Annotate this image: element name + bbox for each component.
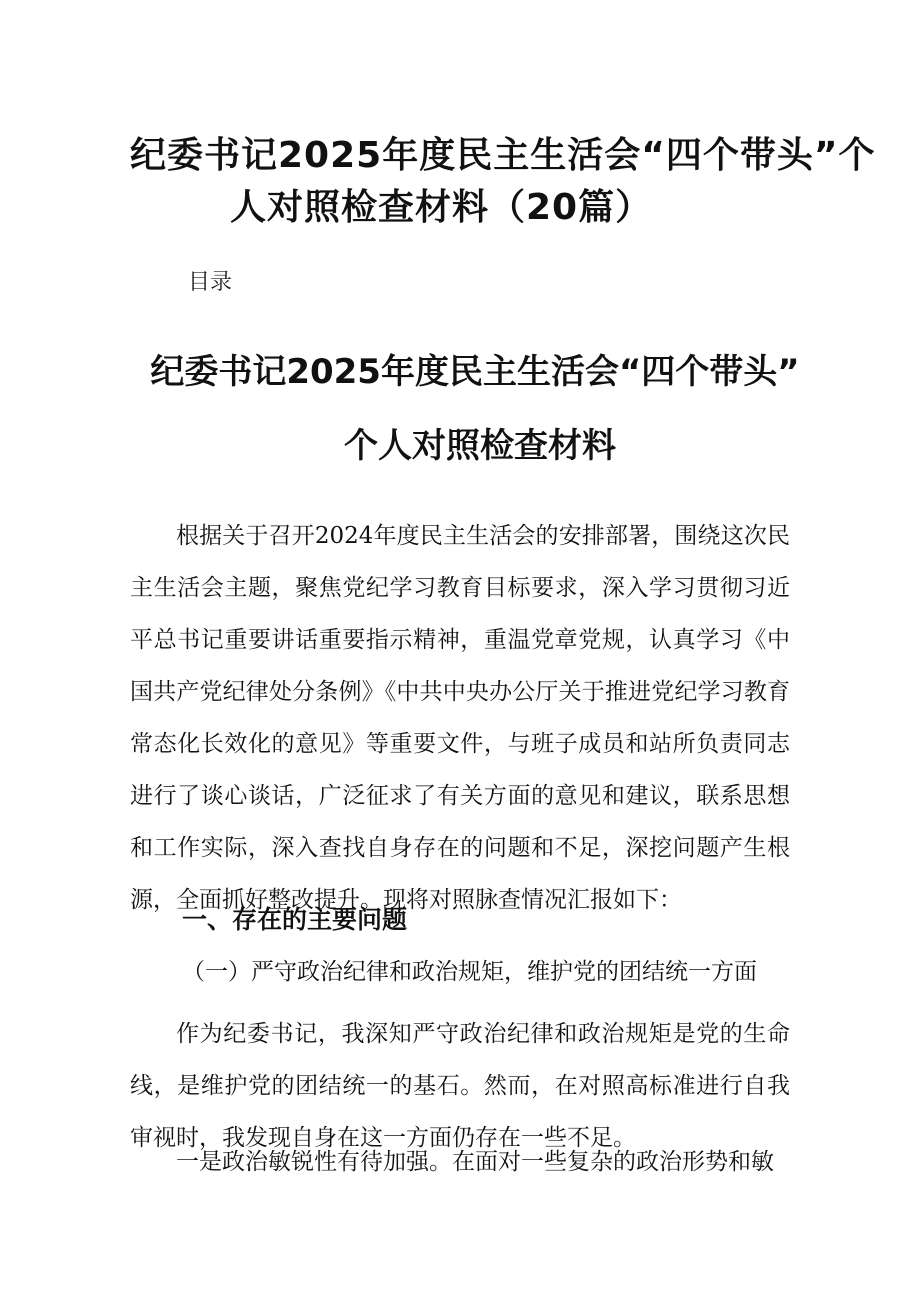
section-title-line2: 个人对照检查材料 bbox=[344, 426, 616, 466]
document-title-line2: 人对照检查材料（20篇） bbox=[230, 187, 653, 228]
document-title bbox=[130, 130, 876, 234]
heading-main-problems: 一、存在的主要问题 bbox=[182, 905, 408, 934]
section-title-line1: 纪委书记2025年度民主生活会“四个带头” bbox=[150, 352, 800, 392]
intro-paragraph: 根据关于召开2024年度民主生活会的安排部署，围绕这次民主生活会主题，聚焦党纪学习教育目标要求，深入学习贯彻习近平总书记重要讲话重要指示精神，重温党章党规，认真学习《中国共产党纪律处分条例》《中共中央办公厅关于推进党纪学习教育常态化长效化的意见》等重要文件，与班子成员和站所负责同志进行了谈心谈话，广泛征求了有关方面的意见和建议，联系思想和工作实际，深入查找自身存在的问题和不足，深挖问题产生根源，全面抓好整改提升。现将对照脉查情况汇报如下： bbox=[130, 523, 790, 913]
document-title-line1: 纪委书记2025年度民主生活会“四个带头”个 bbox=[130, 135, 876, 176]
table-of-contents-label: 目录 bbox=[188, 270, 233, 295]
paragraph-political-sensitivity: 一是政治敏锐性有待加强。在面对一些复杂的政治形势和敏 bbox=[176, 1149, 774, 1175]
paragraph-self-review: 作为纪委书记，我深知严守政治纪律和政治规矩是党的生命线，是维护党的团结统一的基石。然而，在对照高标准进行自我审视时，我发现自身在这一方面仍存在一些不足。 bbox=[130, 1021, 790, 1151]
subheading-political-discipline: （一）严守政治纪律和政治规矩，维护党的团结统一方面 bbox=[182, 959, 757, 985]
